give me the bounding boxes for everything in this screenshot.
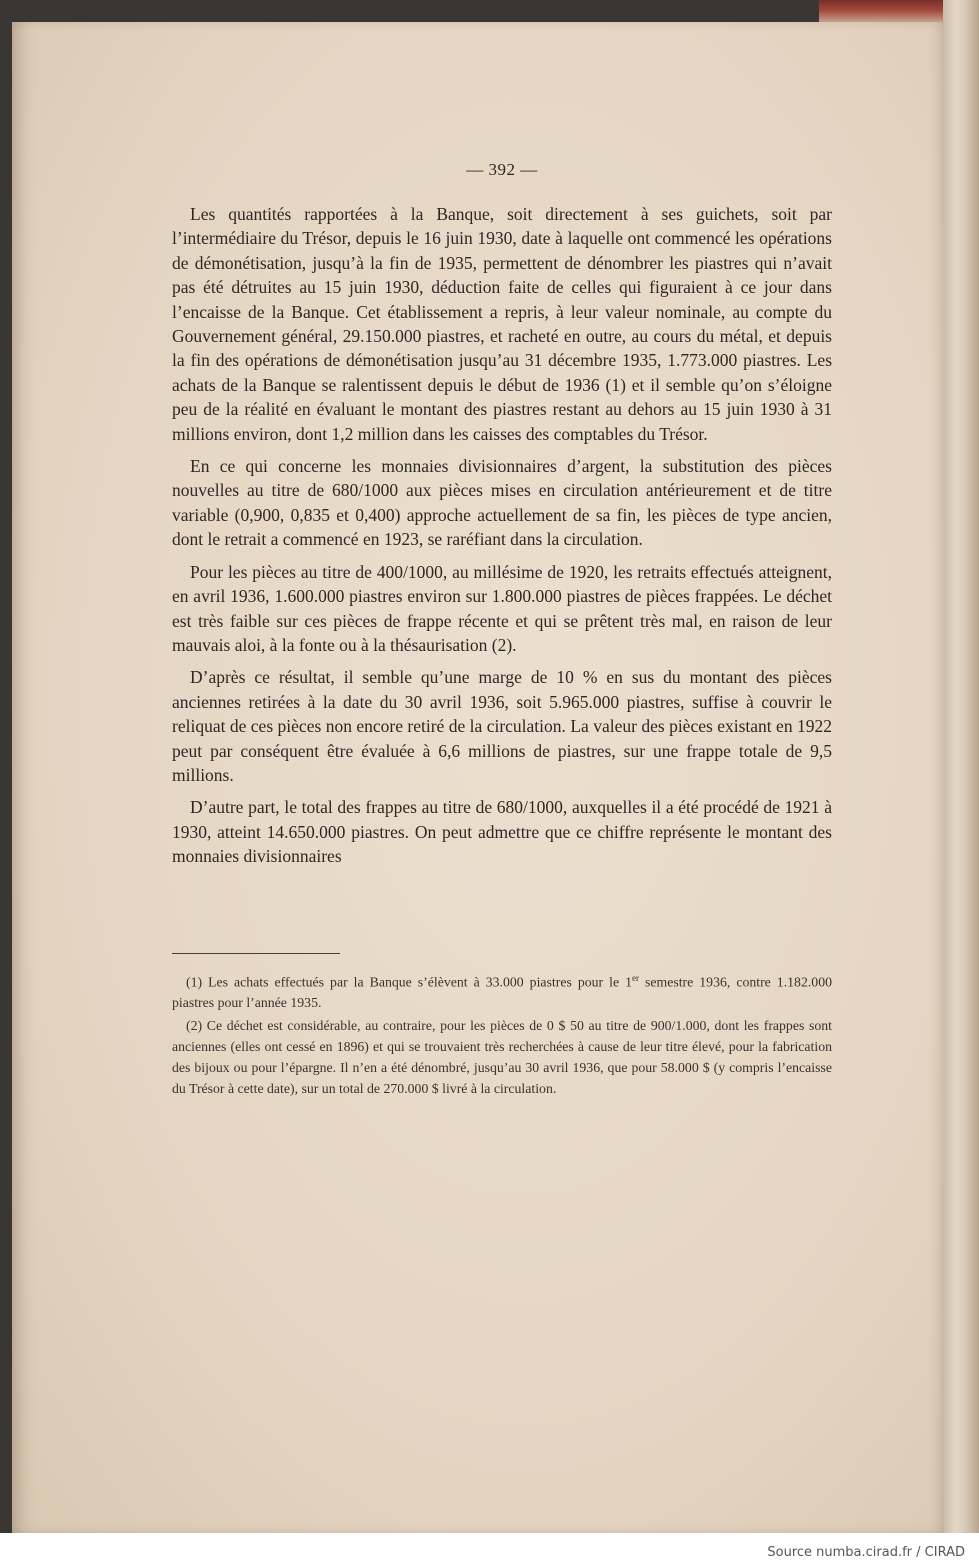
page-text-block — [172, 160, 832, 1101]
page-number: — 392 — — [466, 160, 538, 179]
paragraph-2: En ce qui concerne les monnaies divisionnaires d’argent, la substitution des pièces nouvelles au titre de 680/1000 aux pièces mises en circulation antérieurement et de titre variable (0,900, 0,835 et 0,400) approche actuellement de sa fin, les pièces de type ancien, dont le retrait a commencé en 1923, se raréfiant dans la circulation. — [172, 456, 832, 550]
footnote-2: (2) Ce déchet est considérable, au contraire, pour les pièces de 0 $ 50 au titre de 900/1.000, dont les frappes sont anciennes (elles ont cessé en 1896) et qui se trouvaient très recherchées à cause de leur titre élevé, pour la fabrication des bijoux ou pour l’épargne. Il n’en a été dénombré, jusqu’au 30 avril 1936, que pour 58.000 $ (y compris l’encaisse du Trésor à cette date), sur un total de 270.000 $ livré à la circulation. — [172, 1018, 832, 1097]
footnote-1-text-b: semestre 1936, contre 1.182.000 piastres pour l’année 1935. — [172, 974, 832, 1011]
footnote-1 — [172, 968, 832, 1014]
footnote-1-superscript: er — [631, 972, 639, 983]
paragraph-1: Les quantités rapportées à la Banque, soit directement à ses guichets, soit par l’intermédiaire du Trésor, depuis le 16 juin 1930, date à laquelle ont commencé les opérations de démonétisation, jusqu’à la fin de 1935, permettent de dénombrer les piastres qui n’avait pas été détruites au 15 juin 1930, déduction faite de celles qui figuraient à ce jour dans l’encaisse de la Banque. Cet établissement a repris, à leur valeur nominale, au compte du Gouvernement général, 29.150.000 piastres, et racheté en outre, au cours du métal, et depuis la fin des opérations de démonétisation jusqu’au 31 décembre 1935, 1.773.000 piastres. Les achats de la Banque se ralentissent depuis le début de 1936 (1) et il semble qu’on s’éloigne peu de la réalité en évaluant le montant des piastres restant au dehors au 15 juin 1930 à 31 millions environ, dont 1,2 million dans les caisses des comptables du Trésor. — [172, 204, 832, 444]
footnote-1-text-a: (1) Les achats effectués par la Banque s’élèvent à 33.000 piastres pour le 1 — [186, 974, 632, 990]
book-page-edges — [943, 0, 979, 1533]
source-credit: Source numba.cirad.fr / CIRAD — [767, 1545, 965, 1560]
paragraph-3: Pour les pièces au titre de 400/1000, au millésime de 1920, les retraits effectués atteignent, en avril 1936, 1.600.000 piastres environ sur 1.800.000 piastres de pièces frappées. Le déchet est très faible sur ces pièces de frappe récente et qui se prêtent très mal, en raison de leur mauvais aloi, à la fonte ou à la thésaurisation (2). — [172, 561, 832, 655]
paragraph-5: D’autre part, le total des frappes au titre de 680/1000, auxquelles il a été procédé de 1921 à 1930, atteint 14.650.000 piastres. On peut admettre que ce chiffre représente le montant des monnaies divisionnaires — [172, 797, 832, 867]
footnote-separator — [172, 953, 340, 954]
paragraph-4: D’après ce résultat, il semble qu’une marge de 10 % en sus du montant des pièces anciennes retirées à la date du 30 avril 1936, soit 5.965.000 piastres, suffise à couvrir le reliquat de ces pièces non encore retiré de la circulation. La valeur des pièces existant en 1922 peut par conséquent être évaluée à 6,6 millions de piastres, sur une frappe totale de 9,5 millions. — [172, 667, 832, 785]
